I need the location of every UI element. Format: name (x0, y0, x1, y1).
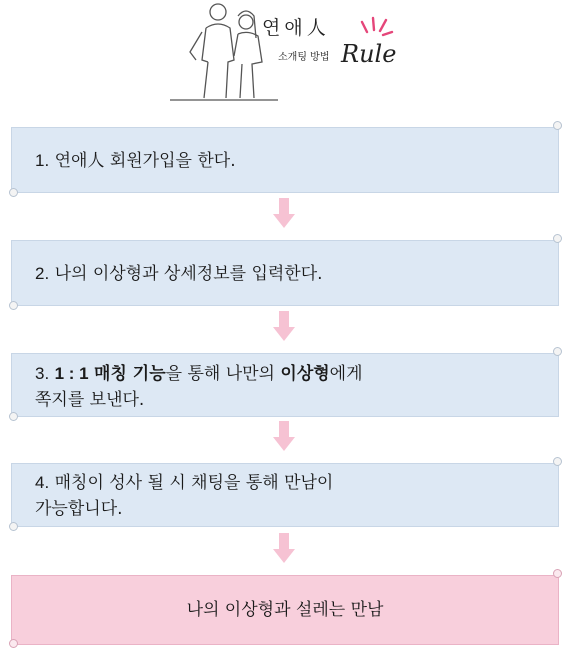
step-text-line2: 쪽지를 보낸다. (35, 390, 145, 410)
matching-feature-text: 매칭 기능 (94, 364, 166, 384)
scroll-curl (9, 639, 18, 648)
result-banner (11, 575, 559, 645)
down-arrow-icon (273, 421, 295, 451)
step-number: 1. (35, 151, 50, 170)
step-4 (11, 463, 559, 527)
step-1 (11, 127, 559, 193)
step-number: 2. (35, 264, 50, 283)
down-arrow-icon (273, 311, 295, 341)
scroll-curl (9, 188, 18, 197)
step-number: 3. (35, 364, 50, 383)
logo (0, 0, 573, 102)
scroll-curl (553, 121, 562, 130)
ideal-type-text: 이상형 (280, 364, 330, 384)
scroll-curl (9, 522, 18, 531)
step-number: 4. (35, 473, 50, 492)
brand-rule: Rule (341, 40, 397, 68)
scroll-curl (9, 301, 18, 310)
step-text: 을 통해 나만의 (165, 364, 281, 384)
brand-subtitle: 소개팅 방법 (278, 52, 330, 63)
scroll-curl (9, 412, 18, 421)
step-text: 연애人 회원가입을 한다. (54, 151, 236, 171)
scroll-curl (553, 347, 562, 356)
down-arrow-icon (273, 533, 295, 563)
scroll-curl (553, 457, 562, 466)
step-text: 매칭이 성사 될 시 채팅을 통해 만남이 (54, 473, 334, 493)
ratio-text: 1 : 1 (54, 364, 89, 383)
step-text-line2: 가능합니다. (35, 499, 123, 519)
step-text: 에게 (329, 364, 363, 384)
sparkle-icon (356, 14, 396, 44)
step-3 (11, 353, 559, 417)
step-text: 나의 이상형과 상세정보를 입력한다. (54, 264, 323, 284)
step-2 (11, 240, 559, 306)
result-text: 나의 이상형과 설레는 만남 (186, 600, 384, 620)
brand-title: 연애人 (262, 17, 330, 39)
scroll-curl (553, 234, 562, 243)
scroll-curl (553, 569, 562, 578)
down-arrow-icon (273, 198, 295, 228)
